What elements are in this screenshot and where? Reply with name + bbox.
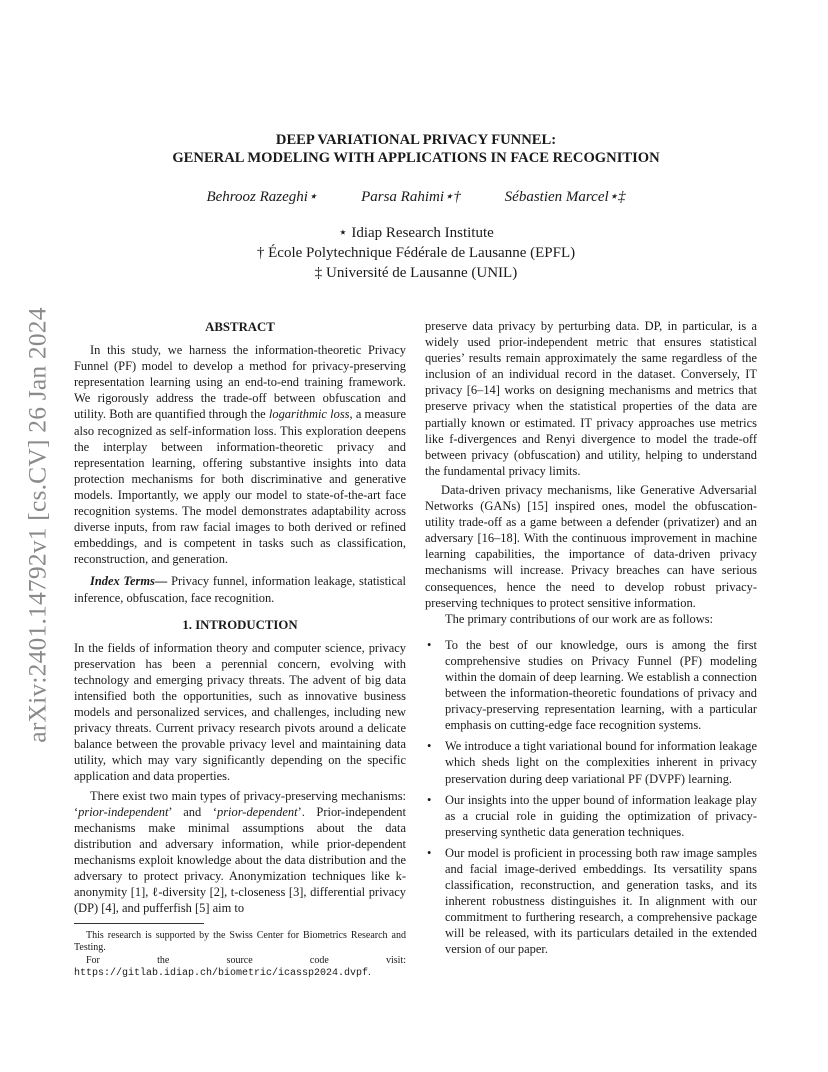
title-line-2: GENERAL MODELING WITH APPLICATIONS IN FACE RECOGNITION bbox=[172, 150, 660, 166]
affiliation-2: † École Polytechnique Fédérale de Lausanne (EPFL) bbox=[256, 245, 576, 261]
author-3: Sébastien Marcel⋆‡ bbox=[504, 189, 626, 205]
footnote-funding: This research is supported by the Swiss Center for Biometrics Research and Testing. bbox=[74, 930, 406, 954]
arxiv-id-text: arXiv:2401.14792v1 [cs.CV] 26 Jan 2024 bbox=[23, 307, 53, 743]
contributions-list bbox=[425, 637, 757, 958]
abstract-text-a: In this study, we harness the information-theoretic Privacy Funnel (PF) model to develop a method for privacy-preserving representation learning using an end-to-end training framework. We rigorously address the trade-off between obfuscation and utility. Both are quantified through the bbox=[74, 343, 406, 422]
contribution-item: • We introduce a tight variational bound for information leakage which sheds light on the complexities inherent in privacy preservation during deep variational PF (DVPF) learning. bbox=[425, 738, 757, 786]
intro-p2-a: There exist two main types of privacy-preserving mechanisms: ‘ bbox=[74, 788, 406, 819]
intro-p2-c: ’. Prior-independent mechanisms make minimal assumptions about the data distribution and adversary information, while prior-dependent mechanisms exploit knowledge about the data distribution and the adversary to protect privacy. Anonymization techniques like k-anonymity [1], ℓ-diversity [2], t-closeness [3], differential privacy (DP) [4], and pufferfish [5] aim to bbox=[74, 804, 406, 916]
abstract-emphasis: logarithmic loss bbox=[268, 407, 350, 422]
title-line-1: DEEP VARIATIONAL PRIVACY FUNNEL: bbox=[275, 132, 557, 148]
footnote-source-prefix: For the source code visit: bbox=[86, 954, 406, 966]
affiliation-3: ‡ Université de Lausanne (UNIL) bbox=[314, 265, 518, 281]
author-1: Behrooz Razeghi⋆ bbox=[206, 189, 318, 205]
abstract-paragraph bbox=[74, 342, 406, 567]
right-paragraph-2: Data-driven privacy mechanisms, like Generative Adversarial Networks (GANs) [15] inspired ones, model the obfuscation-utility trade-off as a game between a defender (privatizer) and an adversary [16–18]. With the continuous improvement in machine learning capabilities, the importance of data-driven privacy mechanisms will increase. Privacy breaches can have serious consequences, hence the need to develop robust privacy-preserving techniques to protect sensitive information. bbox=[425, 482, 757, 610]
contributions-intro: The primary contributions of our work are as follows: bbox=[445, 611, 714, 626]
contribution-item: • To the best of our knowledge, ours is among the first comprehensive studies on Privacy Funnel (PF) modeling within the domain of deep learning. We establish a connection between the information-theoretic foundations of privacy and privacy-preserving representation learning, with a particular emphasis on cutting-edge face recognition systems. bbox=[425, 637, 757, 734]
abstract-heading: ABSTRACT bbox=[205, 320, 275, 334]
intro-paragraph-2 bbox=[74, 788, 406, 917]
author-list bbox=[74, 187, 758, 206]
contribution-item: • Our insights into the upper bound of information leakage play as a crucial role in guiding the optimization of privacy-preserving synthetic data generation techniques. bbox=[425, 792, 757, 840]
intro-p2-b: ’ and ‘ bbox=[168, 804, 217, 819]
contribution-item: • Our model is proficient in processing both raw image samples and facial image-derived embeddings. Its versatility spans classification, reconstruction, and generation tasks, and its inherent robustness distinguishes it. In alignment with our commitment to furthering research, a comprehensive package will be released, with its particulars detailed in the extended version of our paper. bbox=[425, 845, 757, 958]
index-terms bbox=[74, 573, 406, 605]
abstract-text-b: , a measure also recognized as self-information loss. This exploration deepens the interplay between information-theoretic privacy and representation learning, offering substantive insights into data protection mechanisms for both discriminative and generative models. Importantly, we apply our model to state-of-the-art face recognition systems. The model demonstrates adaptability across diverse inputs, from raw facial images to both derived or refined embeddings, and is competent in tasks such as classification, reconstruction, and generation. bbox=[74, 407, 406, 567]
affiliation-list bbox=[74, 223, 758, 283]
paper-title bbox=[74, 131, 758, 167]
footnote-source-suffix: . bbox=[368, 967, 371, 979]
footnote-rule bbox=[74, 923, 204, 924]
intro-p2-em1: prior-independent bbox=[78, 804, 169, 819]
author-2: Parsa Rahimi⋆† bbox=[361, 189, 461, 205]
right-paragraph-1: preserve data privacy by perturbing data. DP, in particular, is a widely used prior-independent metric that ensures statistical queries’ results remain approximately the same regardless of the inclusion of an individual record in the dataset. Conversely, IT privacy [6–14] works on designing mechanisms and metrics that preserve privacy when the statistical properties of the data are partially known or estimated. IT privacy approaches use metrics like f-divergences and Renyi divergence to model the trade-off between privacy (obfuscation) and utility, helping to understand the fundamental privacy limits. bbox=[425, 319, 757, 478]
index-terms-text: Privacy funnel, information leakage, statistical inference, obfuscation, face recognition. bbox=[74, 574, 407, 605]
index-terms-label: Index Terms— bbox=[90, 574, 168, 589]
introduction-heading: 1. INTRODUCTION bbox=[182, 617, 298, 632]
footnote bbox=[74, 923, 406, 981]
footnote-source bbox=[74, 955, 406, 981]
affiliation-1: ⋆ Idiap Research Institute bbox=[338, 225, 494, 241]
intro-paragraph-1: In the fields of information theory and computer science, privacy preservation has been a perennial concern, evolving with technology and emerging privacy threats. The advent of big data intensified both the opportunities, such as innovative business models and personalized services, and challenges, including new privacy threats. Current privacy research pivots around a delicate balance between the provable privacy level and maintaining data utility, which may vary significantly depending on the specific application and data properties. bbox=[74, 640, 406, 784]
right-column bbox=[425, 318, 757, 963]
intro-p2-em2: prior-dependent bbox=[216, 804, 298, 819]
arxiv-identifier-stamp bbox=[18, 290, 58, 760]
left-column bbox=[74, 318, 406, 916]
source-code-link[interactable]: https://gitlab.idiap.ch/biometric/icassp2024.dvpf bbox=[74, 968, 369, 980]
